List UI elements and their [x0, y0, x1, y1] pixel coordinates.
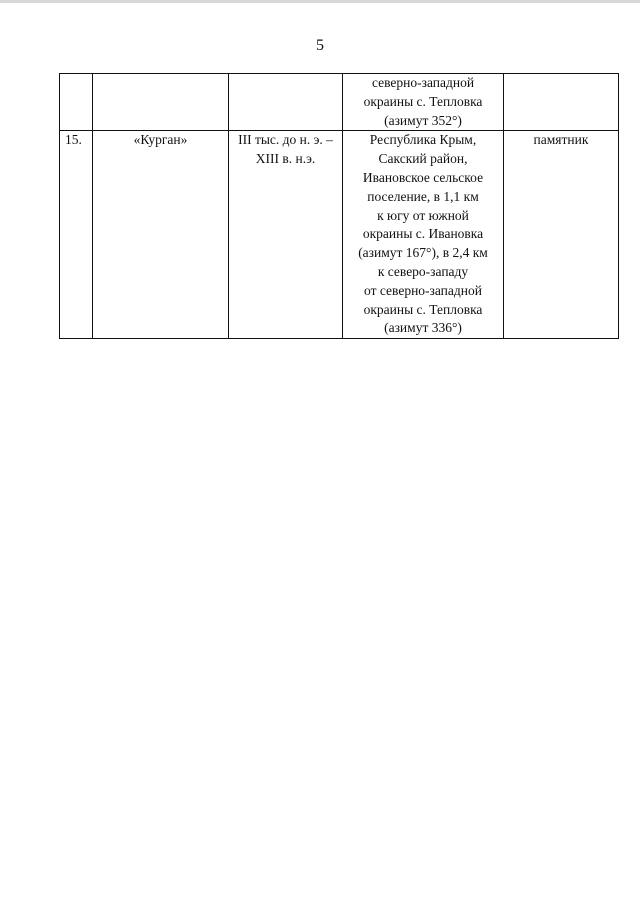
location-line: Республика Крым,	[369, 132, 477, 148]
location-line: (азимут 352°)	[384, 112, 462, 128]
location-line: к северо-западу	[377, 263, 469, 279]
table-row-continued	[60, 74, 619, 131]
location-line: северно-западной	[371, 75, 475, 90]
cell-location	[343, 131, 504, 339]
cell-dating	[229, 131, 343, 339]
location-line: (азимут 167°), в 2,4 км	[358, 245, 488, 261]
location-line: поселение, в 1,1 км	[367, 188, 479, 204]
object-name: «Курган»	[93, 131, 229, 339]
location-line: окраины с. Ивановка	[362, 226, 484, 242]
scan-top-edge	[0, 0, 640, 3]
page-number: 5	[316, 37, 324, 54]
location-line: окраины с. Тепловка	[363, 301, 483, 317]
location-line: к югу от южной	[377, 207, 469, 223]
location-line: от северно-западной	[364, 282, 482, 298]
location-line: Сакский район,	[378, 151, 468, 167]
location-line: Ивановское сельское	[362, 169, 484, 185]
row-number: 15.	[60, 131, 93, 339]
dating-line: III тыс. до н. э. –	[238, 132, 333, 148]
cell-location	[343, 74, 504, 131]
cell-dating	[229, 74, 343, 131]
cell-type	[504, 74, 619, 131]
location-line: окраины с. Тепловка	[363, 93, 483, 109]
dating-line: XIII в. н.э.	[255, 151, 316, 167]
table-row	[60, 131, 619, 339]
cell-name	[93, 74, 229, 131]
location-line: (азимут 336°)	[384, 320, 462, 336]
cell-number	[60, 74, 93, 131]
object-type: памятник	[504, 131, 619, 339]
monuments-table	[59, 73, 619, 339]
